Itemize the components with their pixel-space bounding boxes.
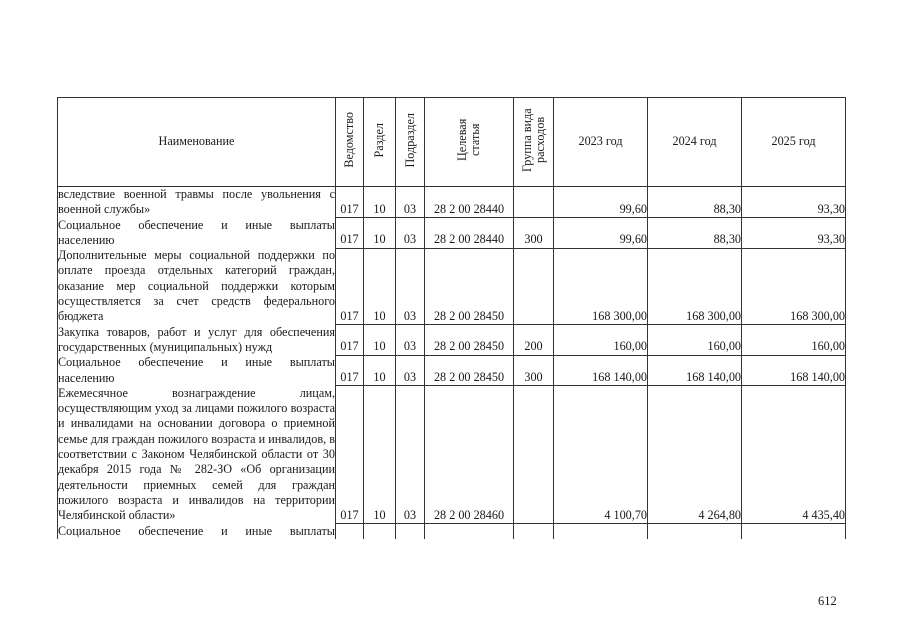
row-section xyxy=(364,218,396,249)
row-section-text: 10 xyxy=(373,308,386,323)
table-row xyxy=(58,248,846,324)
row-subsection xyxy=(396,325,425,356)
row-2024 xyxy=(648,248,742,324)
row-subsection-text: 03 xyxy=(403,308,417,323)
row-2023 xyxy=(554,325,648,356)
header-subsection: Подраздел xyxy=(396,98,425,187)
row-2024-text: 160,00 xyxy=(707,339,741,354)
row-section-text: 10 xyxy=(373,201,386,216)
row-section-text: 10 xyxy=(373,339,386,354)
row-target-text: 28 2 00 28440 xyxy=(433,232,505,247)
row-expense-group xyxy=(514,355,554,386)
empty-cell xyxy=(554,524,648,540)
table-row xyxy=(58,325,846,356)
row-expense-group xyxy=(514,187,554,218)
row-2024 xyxy=(648,355,742,386)
row-2023 xyxy=(554,386,648,524)
empty-cell xyxy=(742,524,846,540)
row-2024-text: 168 140,00 xyxy=(686,370,741,385)
header-target: Целевая статья xyxy=(425,98,514,187)
row-2025-text: 4 435,40 xyxy=(802,507,845,522)
row-2025 xyxy=(742,187,846,218)
row-2023-text: 99,60 xyxy=(619,232,647,247)
row-2023-text: 160,00 xyxy=(613,339,647,354)
row-name-text: Социальное обеспечение и иные выплаты населению xyxy=(58,217,335,247)
row-target-text: 28 2 00 28460 xyxy=(433,507,505,522)
row-2024-text: 88,30 xyxy=(713,232,741,247)
row-name xyxy=(58,355,336,386)
row-subsection xyxy=(396,187,425,218)
table-row xyxy=(58,386,846,524)
row-expense-group xyxy=(514,248,554,324)
row-target xyxy=(425,218,514,249)
row-name-text: вследствие военной травмы после увольнения с военной службы» xyxy=(58,187,335,217)
row-expense-group-text: 300 xyxy=(524,232,543,247)
row-2024 xyxy=(648,218,742,249)
row-subsection-text: 03 xyxy=(403,201,417,216)
row-target xyxy=(425,187,514,218)
header-name: Наименование xyxy=(58,98,336,187)
row-target xyxy=(425,325,514,356)
empty-cell xyxy=(396,524,425,540)
table-row-trailing xyxy=(58,524,846,540)
header-2025: 2025 год xyxy=(742,98,846,187)
row-2025-text: 93,30 xyxy=(817,201,845,216)
row-2025 xyxy=(742,325,846,356)
row-section-text: 10 xyxy=(373,370,386,385)
row-subsection xyxy=(396,386,425,524)
row-2025 xyxy=(742,355,846,386)
row-2025-text: 168 300,00 xyxy=(790,308,845,323)
row-expense-group xyxy=(514,325,554,356)
row-department xyxy=(336,325,364,356)
table-row xyxy=(58,355,846,386)
row-2023-text: 168 300,00 xyxy=(592,308,647,323)
empty-cell xyxy=(648,524,742,540)
row-target-text: 28 2 00 28450 xyxy=(433,308,505,323)
row-subsection-text: 03 xyxy=(403,370,417,385)
row-2023 xyxy=(554,187,648,218)
row-2025 xyxy=(742,248,846,324)
row-2024 xyxy=(648,187,742,218)
row-department xyxy=(336,386,364,524)
row-section xyxy=(364,355,396,386)
table-row xyxy=(58,187,846,218)
row-2023-text: 99,60 xyxy=(619,201,647,216)
row-name-text: Дополнительные меры социальной поддержки по оплате проезда отдельных категорий граждан, оказание мер социальной поддержки которым осуществляется за счет средств федерального бюджета xyxy=(58,248,335,324)
row-subsection-text: 03 xyxy=(403,232,417,247)
empty-cell xyxy=(425,524,514,540)
row-target xyxy=(425,355,514,386)
row-expense-group-text: 300 xyxy=(524,370,543,385)
row-subsection xyxy=(396,218,425,249)
row-target xyxy=(425,248,514,324)
row-expense-group xyxy=(514,386,554,524)
header-department: Ведомство xyxy=(336,98,364,187)
row-name xyxy=(58,248,336,324)
row-name-text: Социальное обеспечение и иные выплаты xyxy=(58,523,335,538)
row-department-text: 017 xyxy=(340,507,359,522)
row-name xyxy=(58,218,336,249)
row-name xyxy=(58,524,336,540)
row-2023 xyxy=(554,355,648,386)
row-2024-text: 168 300,00 xyxy=(686,308,741,323)
row-target-text: 28 2 00 28450 xyxy=(433,339,505,354)
row-name xyxy=(58,386,336,524)
table-row xyxy=(58,218,846,249)
row-department-text: 017 xyxy=(340,232,359,247)
header-expense-group: Группа вида расходов xyxy=(514,98,554,187)
row-department-text: 017 xyxy=(340,370,359,385)
row-section-text: 10 xyxy=(373,507,386,522)
row-department xyxy=(336,248,364,324)
row-subsection xyxy=(396,355,425,386)
row-department xyxy=(336,218,364,249)
header-section: Раздел xyxy=(364,98,396,187)
header-2023: 2023 год xyxy=(554,98,648,187)
row-section-text: 10 xyxy=(373,232,386,247)
row-name xyxy=(58,325,336,356)
row-department xyxy=(336,187,364,218)
row-department-text: 017 xyxy=(340,201,359,216)
row-2025-text: 93,30 xyxy=(817,232,845,247)
row-name-text: Ежемесячное вознаграждение лицам, осуществляющим уход за лицами пожилого возраста и инвалидами на основании договора о приемной семье для граждан пожилого возраста и инвалидов, в соответствии с Законом Челябинской области от 30 декабря 2015 года № 282-ЗО «Об организации деятельности приемных семей для граждан пожилого возраста и инвалидов на территории Челябинской области» xyxy=(58,385,335,523)
row-target-text: 28 2 00 28440 xyxy=(433,201,505,216)
page-number: 612 xyxy=(818,594,837,608)
row-2023 xyxy=(554,218,648,249)
row-target xyxy=(425,386,514,524)
empty-cell xyxy=(364,524,396,540)
row-subsection-text: 03 xyxy=(403,339,417,354)
row-section xyxy=(364,325,396,356)
row-2024-text: 4 264,80 xyxy=(698,507,741,522)
row-name xyxy=(58,187,336,218)
row-name-text: Закупка товаров, работ и услуг для обеспечения государственных (муниципальных) нужд xyxy=(58,324,335,354)
row-section xyxy=(364,187,396,218)
row-2023-text: 4 100,70 xyxy=(604,507,647,522)
row-name-text: Социальное обеспечение и иные выплаты населению xyxy=(58,355,335,385)
row-department xyxy=(336,355,364,386)
row-2025-text: 168 140,00 xyxy=(790,370,845,385)
budget-table xyxy=(57,97,846,539)
row-2023-text: 168 140,00 xyxy=(592,370,647,385)
table-header-row xyxy=(58,98,846,187)
empty-cell xyxy=(336,524,364,540)
row-2023 xyxy=(554,248,648,324)
row-expense-group xyxy=(514,218,554,249)
row-2024 xyxy=(648,386,742,524)
row-expense-group-text: 200 xyxy=(524,339,543,354)
row-subsection-text: 03 xyxy=(403,507,417,522)
row-section xyxy=(364,386,396,524)
row-department-text: 017 xyxy=(340,339,359,354)
row-section xyxy=(364,248,396,324)
row-target-text: 28 2 00 28450 xyxy=(433,370,505,385)
row-subsection xyxy=(396,248,425,324)
empty-cell xyxy=(514,524,554,540)
row-2025-text: 160,00 xyxy=(811,339,845,354)
row-2024 xyxy=(648,325,742,356)
row-2025 xyxy=(742,218,846,249)
header-2024: 2024 год xyxy=(648,98,742,187)
row-department-text: 017 xyxy=(340,308,359,323)
row-2025 xyxy=(742,386,846,524)
row-2024-text: 88,30 xyxy=(713,201,741,216)
